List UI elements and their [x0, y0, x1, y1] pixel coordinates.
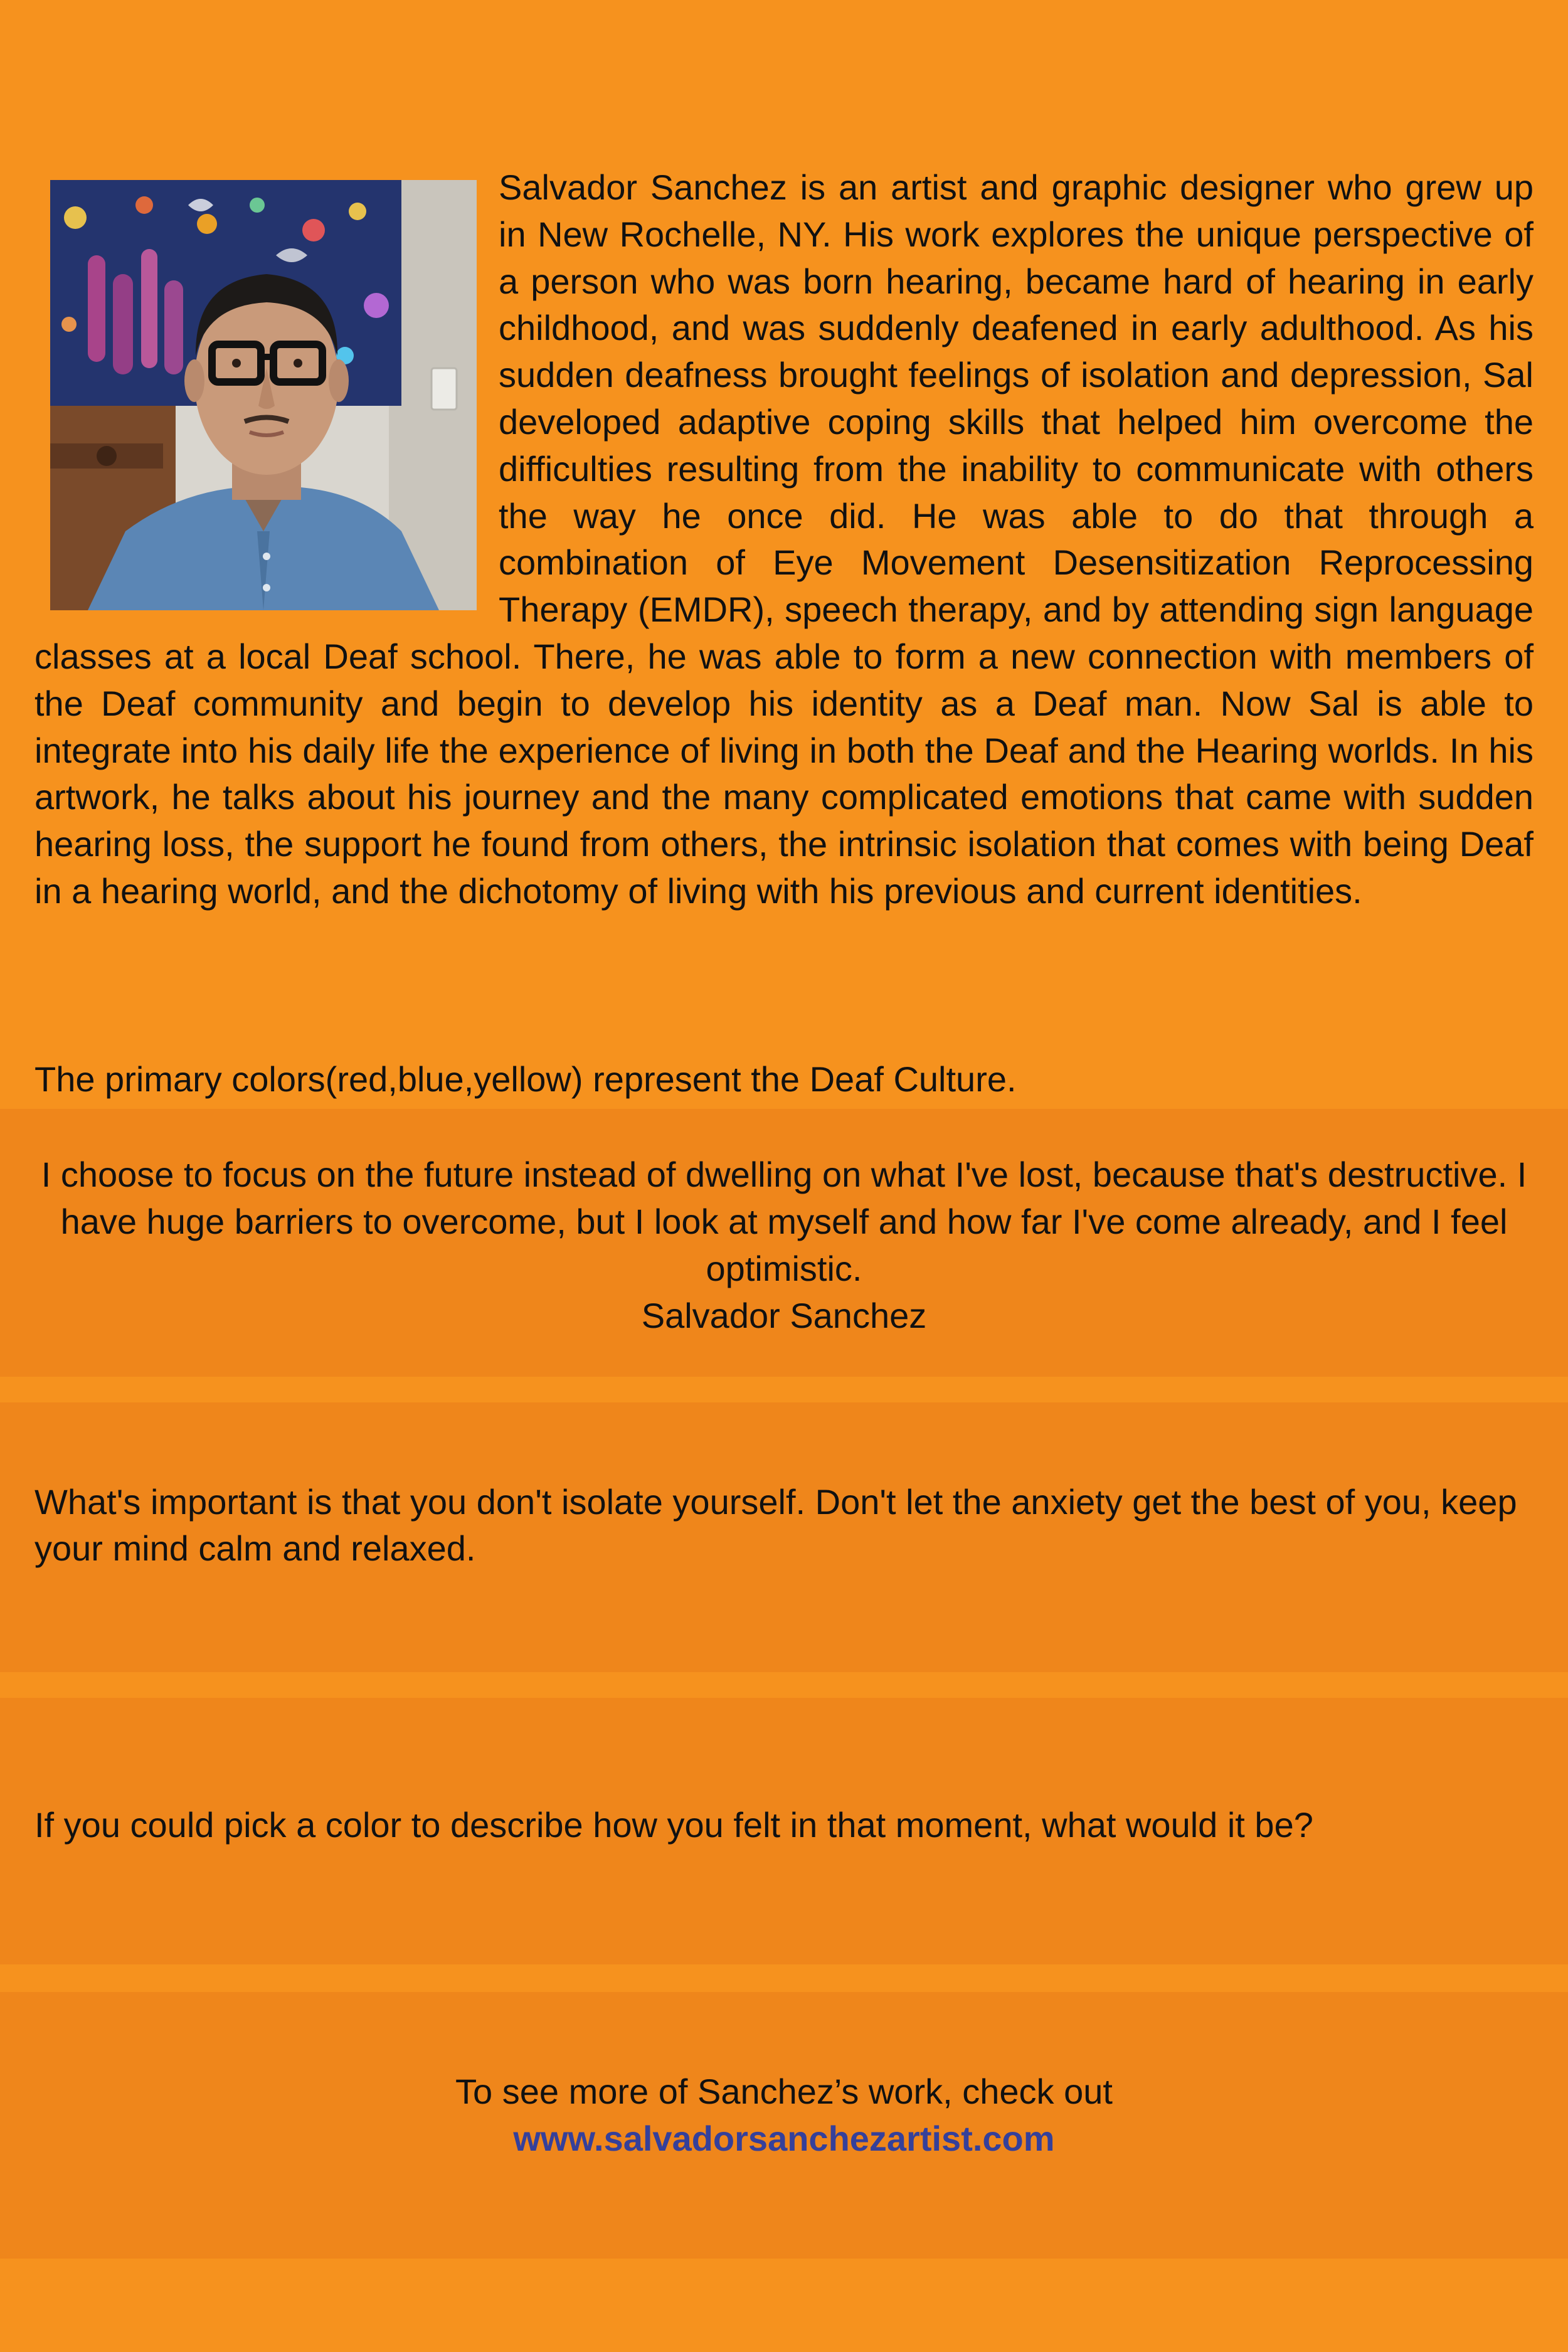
advice-text: What's important is that you don't isolate yourself. Don't let the anxiety get the best of you, keep your mind calm and relaxed. — [34, 1482, 1517, 1568]
more-work-block — [0, 2068, 1568, 2162]
primary-colors-statement: The primary colors(red,blue,yellow) represent the Deaf Culture. — [34, 1059, 1017, 1099]
question-text: If you could pick a color to describe how you felt in that moment, what would it be? — [34, 1805, 1313, 1845]
website-link[interactable]: www.salvadorsanchezartist.com — [513, 2119, 1055, 2158]
bio-paragraph: Salvador Sanchez is an artist and graphic designer who grew up in New Rochelle, NY. His work explores the unique perspective of a person who was born hearing, became hard of hearing in early childhood, and was suddenly deafened in early adulthood. As his sudden deafness brought feelings of isolation and depression, Sal developed adaptive coping skills that helped him overcome the difficulties resulting from the inability to communicate with others the way he once did. He was able to do that through a combination of Eye Movement Desensitization Reprocessing Therapy (EMDR), speech therapy, and by attending sign language classes at a local Deaf school. There, he was able to form a new connection with members of the Deaf community and begin to develop his identity as a Deaf man. Now Sal is able to integrate into his daily life the experience of living in both the Deaf and the Hearing worlds. In his artwork, he talks about his journey and the many complicated emotions that came with sudden hearing loss, the support he found from others, the intrinsic isolation that comes with being Deaf in a hearing world, and the dichotomy of living with his previous and current identities. — [34, 167, 1534, 911]
more-work-text: To see more of Sanchez’s work, check out — [455, 2072, 1113, 2111]
portrait-photo — [50, 180, 477, 610]
quote-text: I choose to focus on the future instead of dwelling on what I've lost, because that's destructive. I have huge barriers to overcome, but I look at myself and how far I've come already, and I feel optimistic. — [41, 1155, 1527, 1288]
quote-author: Salvador Sanchez — [641, 1296, 927, 1335]
bio-section — [34, 164, 1534, 915]
quote-block — [25, 1151, 1543, 1339]
